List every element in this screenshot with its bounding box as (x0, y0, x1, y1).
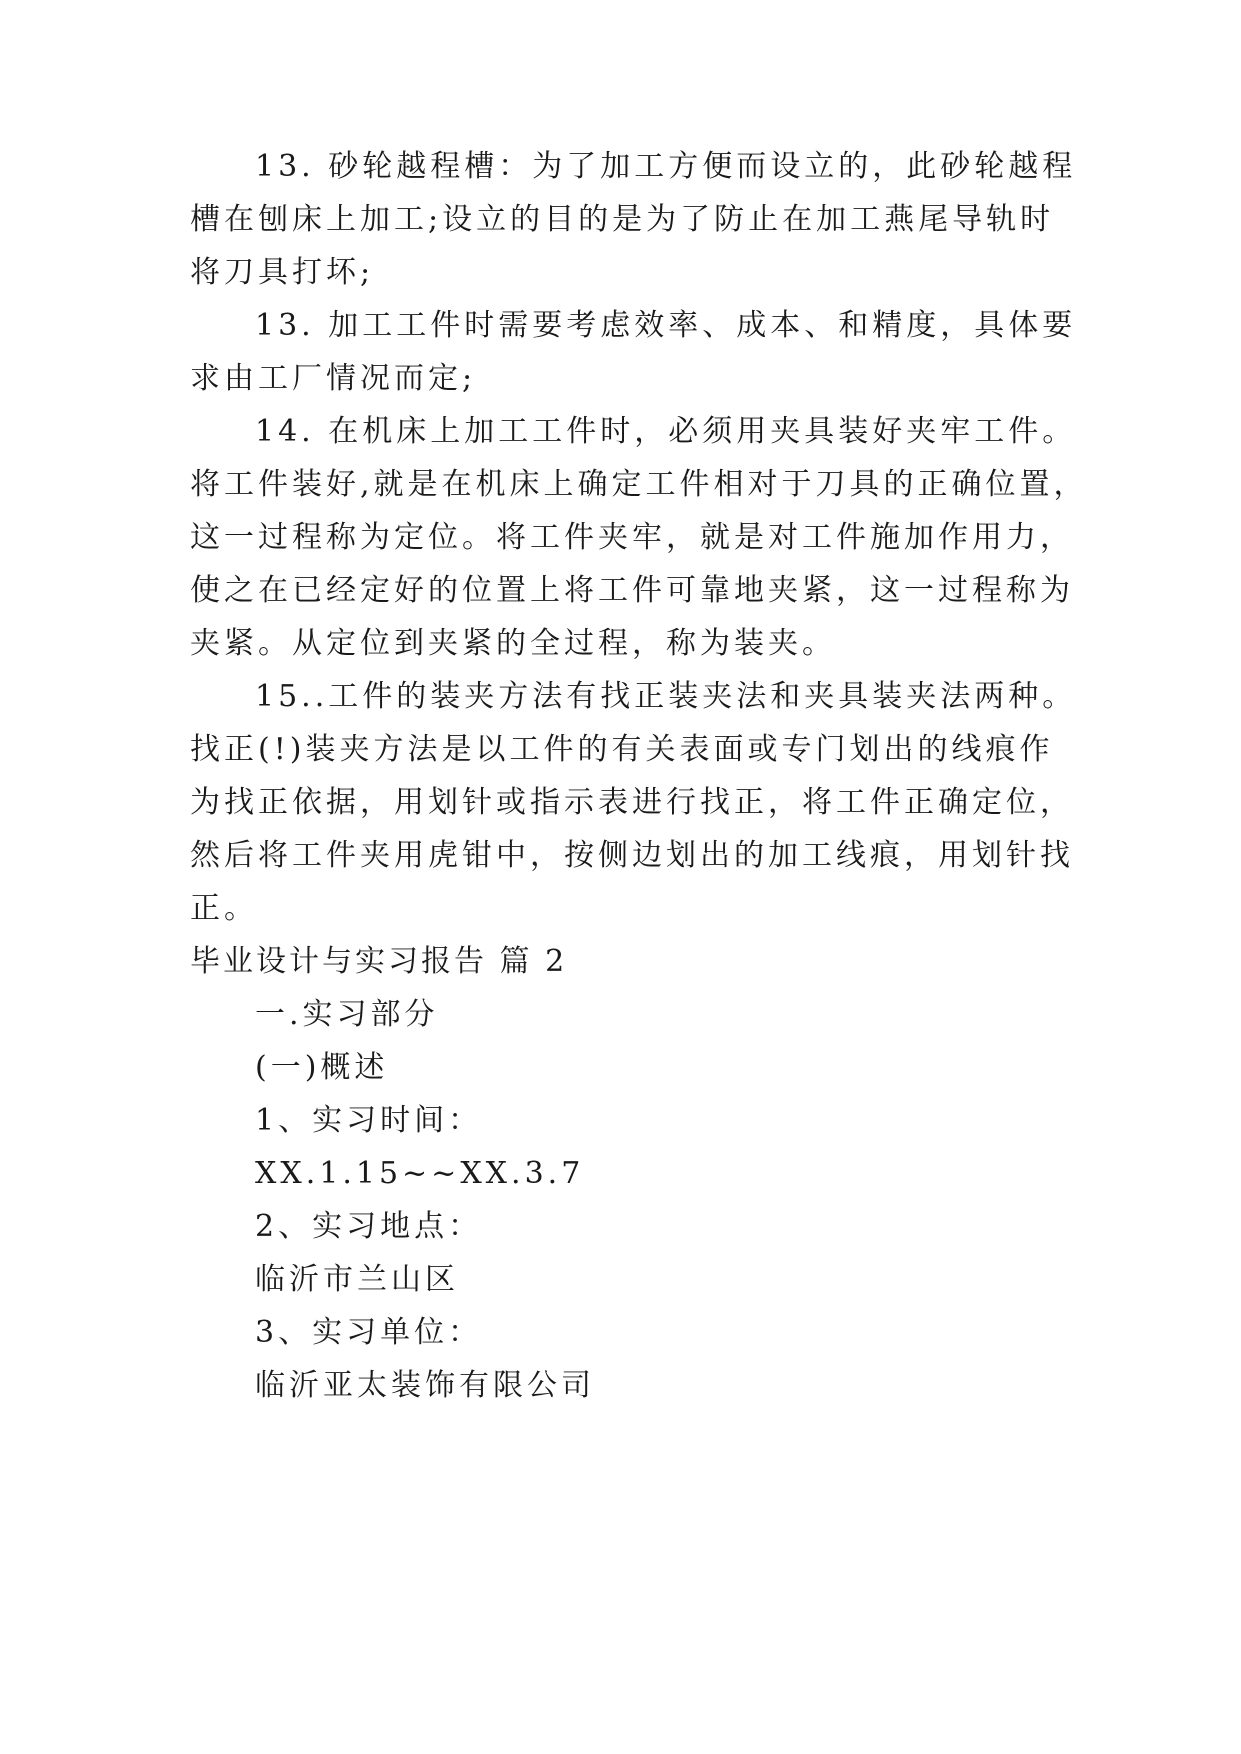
section-item-3: 1、实习时间： (255, 1103, 483, 1138)
paragraph-13a-line-1: 13. 砂轮越程槽：为了加工方便而设立的，此砂轮越程 (255, 149, 1077, 184)
section-item-8: 临沂亚太装饰有限公司 (255, 1368, 595, 1403)
section-title: 毕业设计与实习报告 篇 2 (190, 944, 568, 979)
section-item-2: (一)概述 (255, 1050, 389, 1085)
paragraph-13a-line-3: 将刀具打坏; (190, 255, 375, 290)
paragraph-15-line-4: 然后将工件夹用虎钳中，按侧边划出的加工线痕，用划针找 (190, 838, 1074, 873)
paragraph-14-line-1: 14. 在机床上加工工件时，必须用夹具装好夹牢工件。 (255, 414, 1077, 449)
paragraph-14-line-3: 这一过程称为定位。将工件夹牢，就是对工件施加作用力， (190, 520, 1074, 555)
section-item-6: 临沂市兰山区 (255, 1262, 459, 1297)
paragraph-13b-line-1: 13. 加工工件时需要考虑效率、成本、和精度，具体要 (255, 308, 1077, 343)
paragraph-15-line-5: 正。 (190, 891, 258, 926)
paragraph-15-line-1: 15..工件的装夹方法有找正装夹法和夹具装夹法两种。 (255, 679, 1077, 714)
paragraph-14-line-4: 使之在已经定好的位置上将工件可靠地夹紧，这一过程称为 (190, 573, 1074, 608)
paragraph-13a-line-2: 槽在刨床上加工;设立的目的是为了防止在加工燕尾导轨时 (190, 202, 1055, 237)
section-item-7: 3、实习单位： (255, 1315, 483, 1350)
paragraph-14-line-5: 夹紧。从定位到夹紧的全过程，称为装夹。 (190, 626, 836, 661)
paragraph-13b-line-2: 求由工厂情况而定; (190, 361, 477, 396)
section-item-4: XX.1.15~~XX.3.7 (255, 1156, 585, 1191)
paragraph-15-line-2: 找正(!)装夹方法是以工件的有关表面或专门划出的线痕作 (190, 732, 1054, 767)
paragraph-15-line-3: 为找正依据，用划针或指示表进行找正，将工件正确定位， (190, 785, 1074, 820)
paragraph-14-line-2: 将工件装好,就是在机床上确定工件相对于刀具的正确位置， (190, 467, 1088, 502)
section-item-5: 2、实习地点： (255, 1209, 483, 1244)
section-item-1: 一.实习部分 (255, 997, 439, 1032)
